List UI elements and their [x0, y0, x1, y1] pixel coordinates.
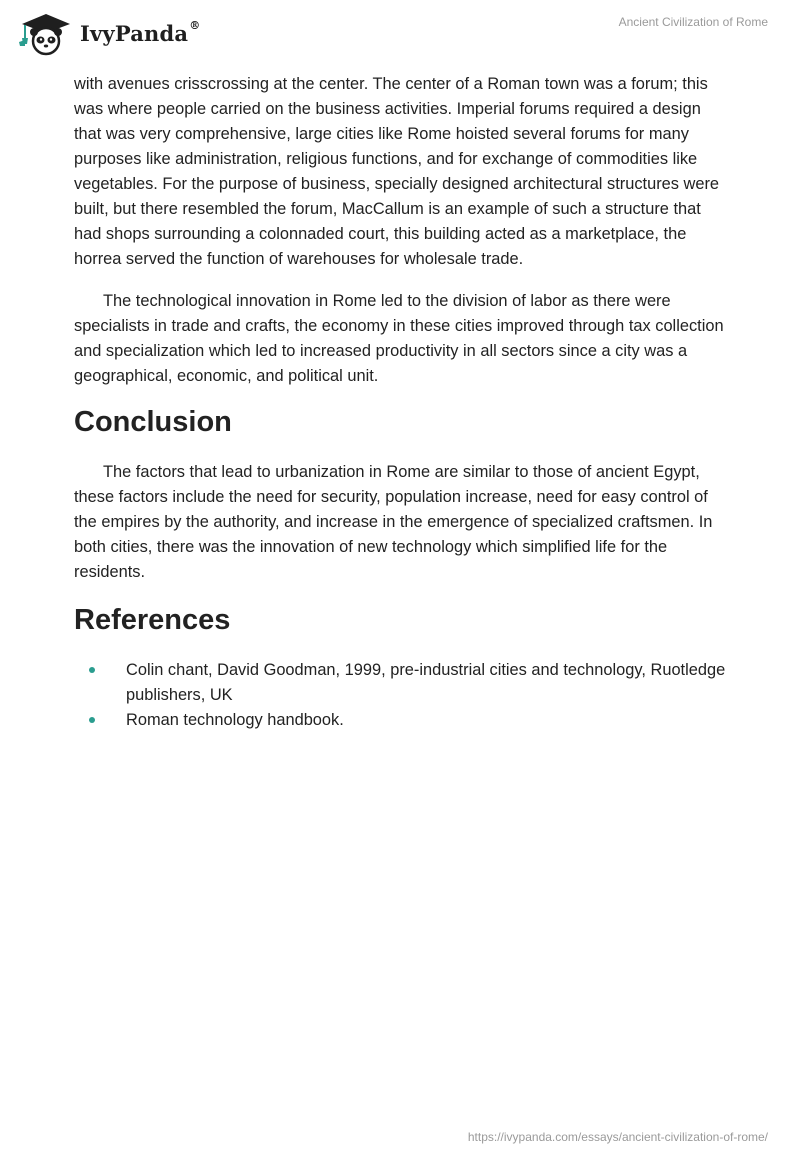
paragraph-forum: with avenues crisscrossing at the center. The center of a Roman town was a forum; this was where people carried on the business activities. Imperial forums required a design that was very comprehensive, large cities like Rome hoisted several forums for many purposes like administration, religious functions, and for exchange of commodities like vegetables. For the purpose of business, specially designed architectural structures were built, but there resembled the forum, MacCallum is an example of such a structure that had shops surrounding a colonnaded court, this building acted as a marketplace, the horrea served the function of warehouses for wholesale trade. — [74, 75, 720, 268]
source-url[interactable]: https://ivypanda.com/essays/ancient-civilization-of-rome/ — [467, 1130, 768, 1144]
reference-text: Colin chant, David Goodman, 1999, pre-industrial cities and technology, Ruotledge publishers, UK — [126, 661, 726, 704]
bullet-icon — [89, 667, 95, 673]
panda-graduate-icon — [16, 8, 74, 56]
essay-content — [74, 72, 730, 733]
paragraph-innovation: The technological innovation in Rome led to the division of labor as there were specialists in trade and crafts, the economy in these cities improved through tax collection and specialization which led to increased productivity in all sectors since a city was a geographical, economic, and political unit. — [74, 292, 724, 385]
brand-name: IvyPanda® — [80, 18, 201, 46]
references-heading: References — [74, 604, 231, 636]
page-header — [0, 0, 800, 70]
references-list — [74, 658, 730, 733]
document-title: Ancient Civilization of Rome — [618, 15, 768, 29]
ivypanda-logo[interactable] — [16, 8, 200, 56]
reference-item — [74, 658, 730, 708]
reference-text: Roman technology handbook. — [126, 711, 344, 729]
paragraph-conclusion: The factors that lead to urbanization in Rome are similar to those of ancient Egypt, these factors include the need for security, population increase, need for easy control of the empires by the authority, and increase in the emergence of specialized craftsmen. In both cities, there was the innovation of new technology which simplified life for the residents. — [74, 463, 713, 581]
conclusion-heading: Conclusion — [74, 406, 232, 438]
reference-item — [74, 708, 730, 733]
bullet-icon — [89, 717, 95, 723]
